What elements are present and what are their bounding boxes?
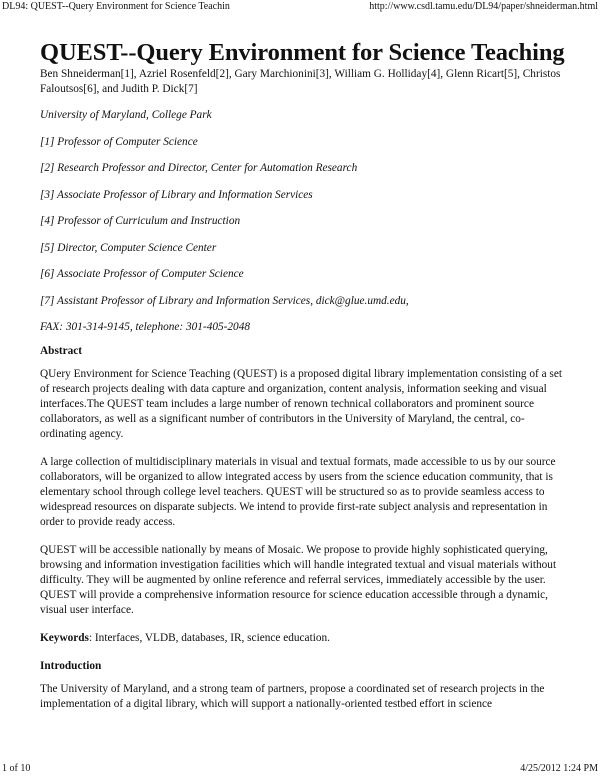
affiliation-7: [7] Assistant Professor of Library and Information Services, dick@glue.umd.edu, [40, 294, 409, 307]
affiliation-1: [1] Professor of Computer Science [40, 135, 198, 148]
abstract-paragraph-2: A large collection of multidisciplinary materials in visual and textual formats, made accessible to us by our source collaborators, will be organized to allow integrated access by users from the science education community, that is elementary school through college level teachers. QUEST will be structured so as to provide seamless access to widespread resources on disparate subjects. We intend to provide first-rate subject analysis and representation in order to provide ready access. [40, 456, 556, 528]
abstract-paragraph-1: QUery Environment for Science Teaching (QUEST) is a proposed digital library implementation consisting of a set of research projects dealing with data capture and organization, content analysis, information seeking and visual interfaces.The QUEST team includes a large number of renown technical collaborators and prominent source collaborators, as well as a significant number of contributors in the University of Maryland, the central, co-ordinating agency. [40, 368, 562, 440]
affiliation-2: [2] Research Professor and Director, Center for Automation Research [40, 162, 358, 174]
affiliation-list [40, 108, 570, 335]
introduction-heading: Introduction [40, 660, 102, 672]
introduction-paragraph: The University of Maryland, and a strong team of partners, propose a coordinated set of research projects in the implementation of a digital library, which will support a nationally-oriented testbed effort in science [40, 683, 545, 710]
print-footer-page-count: 1 of 10 [2, 763, 31, 774]
affiliation-6: [6] Associate Professor of Computer Science [40, 268, 244, 280]
abstract-paragraph-3: QUEST will be accessible nationally by means of Mosaic. We propose to provide highly sophisticated querying, browsing and information investigation facilities which will handle integrated textual and visual materials without difficulty. They will be augmented by online reference and referral services, immediately accessible by the user. QUEST will provide a comprehensive information resource for science education accessible through a dynamic, visual user interface. [40, 544, 557, 616]
keywords [40, 631, 570, 646]
paper-title: QUEST--Query Environment for Science Teaching [40, 39, 565, 66]
contact-info: FAX: 301-314-9145, telephone: 301-405-2048 [40, 321, 250, 333]
affiliation-5: [5] Director, Computer Science Center [40, 241, 217, 254]
print-header-url[interactable]: http://www.csdl.tamu.edu/DL94/paper/shneiderman.html [369, 1, 598, 12]
print-header-page-title: DL94: QUEST--Query Environment for Science Teachin [2, 1, 230, 12]
abstract-heading: Abstract [40, 345, 83, 357]
document-body [40, 38, 570, 712]
keywords-text: : Interfaces, VLDB, databases, IR, science education. [88, 632, 330, 644]
affiliation-4: [4] Professor of Curriculum and Instruction [40, 215, 241, 227]
keywords-label: Keywords [40, 632, 89, 644]
print-footer-datetime: 4/25/2012 1:24 PM [520, 763, 598, 774]
affiliation-3: [3] Associate Professor of Library and Information Services [40, 188, 313, 201]
author-list: Ben Shneiderman[1], Azriel Rosenfeld[2], Gary Marchionini[3], William G. Holliday[4], Glenn Ricart[5], Christos Faloutsos[6], and Judith P. Dick[7] [40, 68, 561, 95]
affiliation-university: University of Maryland, College Park [40, 109, 212, 121]
